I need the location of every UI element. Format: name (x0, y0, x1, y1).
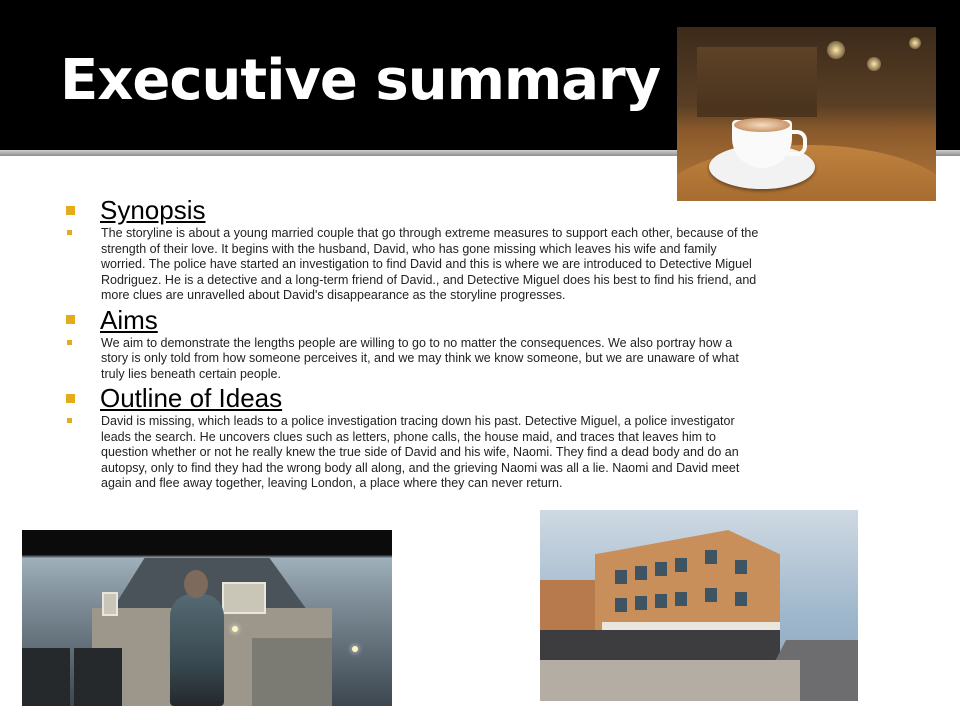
section-synopsis (66, 194, 766, 226)
shop-sign (602, 622, 780, 630)
building-window (635, 596, 647, 610)
building-window (675, 592, 687, 606)
synopsis-text: The storyline is about a young married couple that go through extreme measures to support each other, because of the strength of their love. It begins with the husband, David, who has gone missing which leaves his wife and family worried. The police have started an investigation to find David and this is where we are introduced to Detective Miguel Rodriguez. He is a detective and a long-term friend of David., and Detective Miguel does his best to find his friend, and more clues are unravelled about David's disappearance as the storyline progresses. (101, 226, 759, 302)
building-window (635, 566, 647, 580)
pavement (540, 660, 800, 701)
slide-title: Executive summary (60, 48, 661, 113)
man-figure (170, 594, 224, 706)
building-window (675, 558, 687, 572)
bullet-square-icon (66, 394, 75, 403)
building-window (735, 560, 747, 574)
section-outline (66, 382, 766, 414)
building-window (615, 570, 627, 584)
porch-light (232, 626, 238, 632)
man-head (184, 570, 208, 598)
wheelie-bin (74, 648, 122, 706)
outline-row (66, 414, 766, 492)
bullet-square-icon (67, 340, 72, 345)
building-window (655, 594, 667, 608)
synopsis-row (66, 226, 766, 304)
coffee-cup-photo (677, 27, 936, 201)
building-window (705, 588, 717, 602)
latte-art (734, 118, 790, 132)
cafe-light (909, 37, 921, 49)
cafe-shelf (697, 47, 817, 117)
building-window (655, 562, 667, 576)
bullet-square-icon (66, 206, 75, 215)
house-window (222, 582, 266, 614)
bullet-square-icon (67, 230, 72, 235)
section-aims (66, 304, 766, 336)
aims-row (66, 336, 766, 383)
wheelie-bin (22, 648, 70, 706)
bullet-square-icon (67, 418, 72, 423)
cafe-light (867, 57, 881, 71)
outline-text: David is missing, which leads to a police investigation tracing down his past. Detective Miguel, a police investigator leads the search. He uncovers clues such as letters, phone calls, the house maid, and traces that leaves him to question whether or not he really knew the true side of David and his wife, Naomi. They find a dead body and do an autopsy, only to find they had the wrong body all along, and the grieving Naomi was all a lie. Naomi and David meet again and flee away together, leaving London, a place where they can never return. (101, 414, 740, 490)
house-window (102, 592, 118, 616)
building-window (615, 598, 627, 612)
porch-light (352, 646, 358, 652)
cup-handle (787, 130, 807, 156)
building-window (705, 550, 717, 564)
aims-heading: Aims (100, 304, 158, 335)
summary-content (66, 194, 766, 492)
building-window (735, 592, 747, 606)
night-house-photo (22, 530, 392, 706)
aims-text: We aim to demonstrate the lengths people are willing to go to no matter the consequences. We also portray how a story is only told from how someone perceives it, and we may think we know someone, but we are unaware of what truly lies beneath certain people. (101, 335, 739, 381)
cafe-light (827, 41, 845, 59)
bullet-square-icon (66, 315, 75, 324)
street-building-photo (540, 510, 858, 701)
synopsis-heading: Synopsis (100, 195, 206, 225)
garage-door (252, 638, 332, 706)
outline-heading: Outline of Ideas (100, 383, 283, 413)
